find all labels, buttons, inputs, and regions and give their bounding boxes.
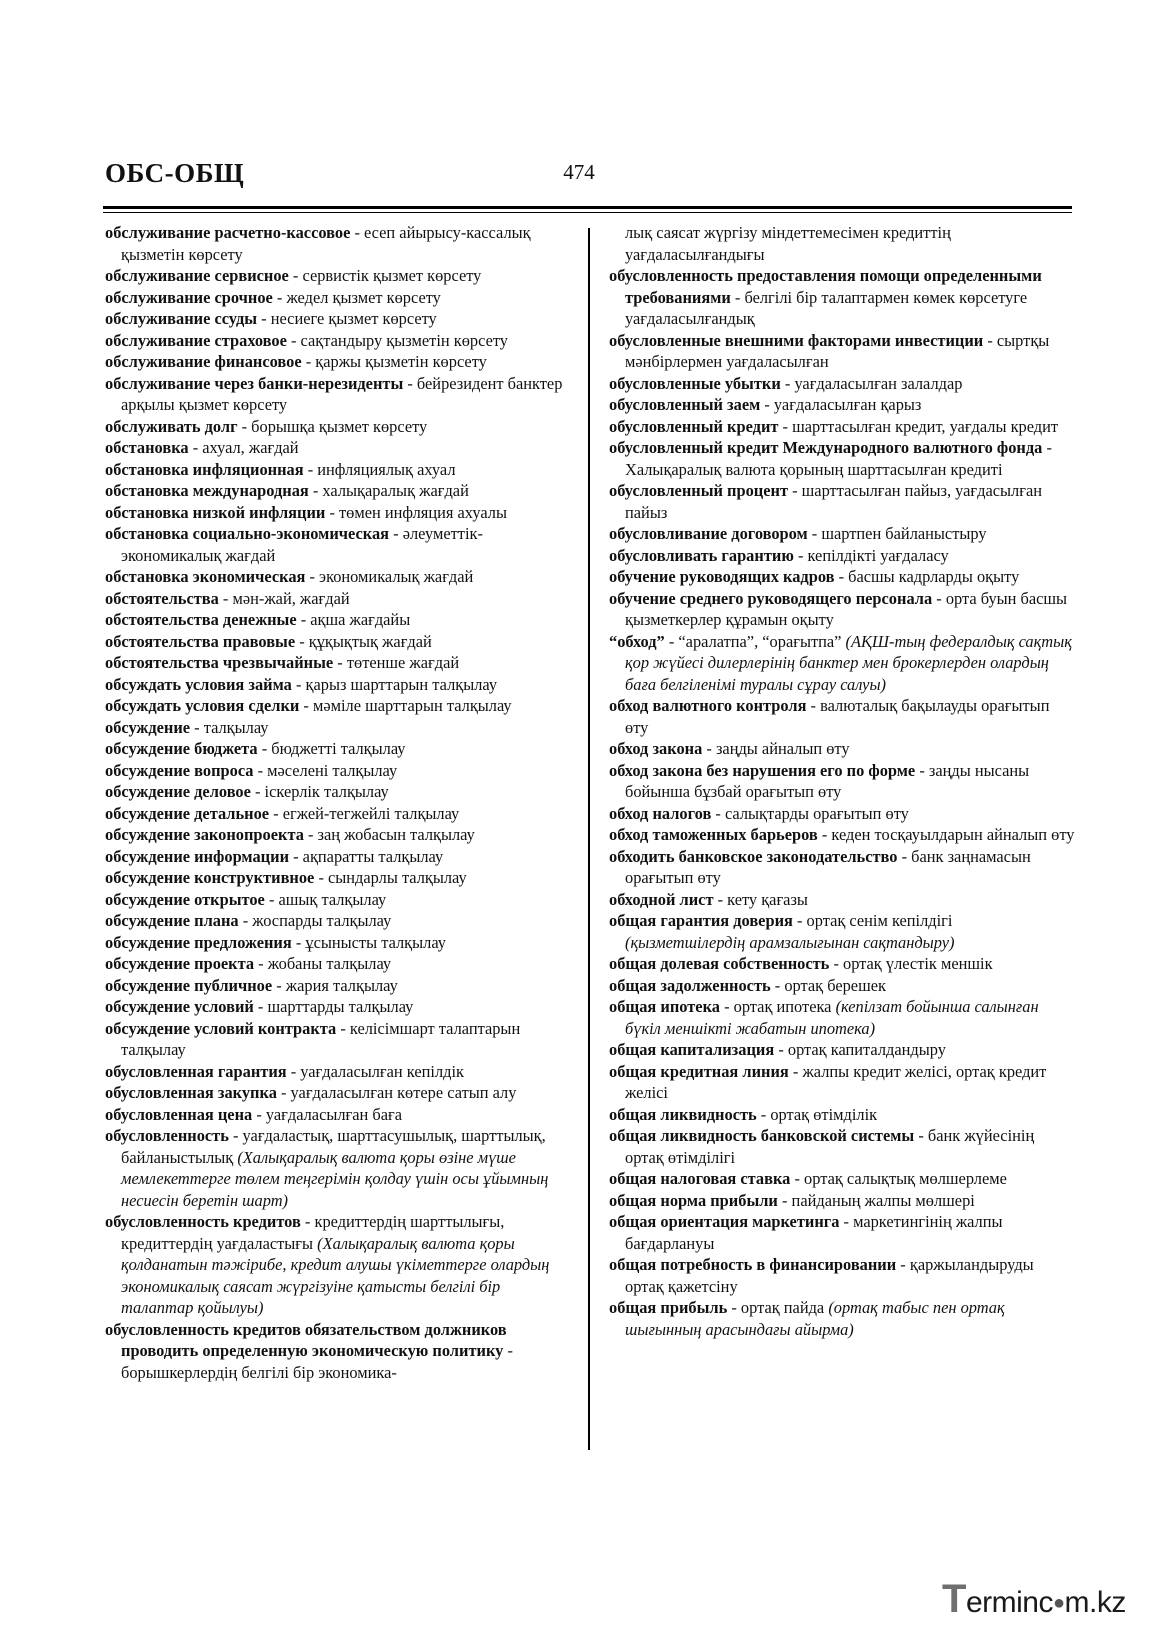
dictionary-entry (105, 674, 571, 696)
entry-definition: - уағдаласылған залалдар (780, 373, 963, 393)
entry-definition: - мәміле шарттарын талқылау (299, 696, 512, 715)
entry-term: обход таможенных барьеров (609, 825, 818, 844)
entry-definition: - валюталық бақылауды орағытып өту (625, 696, 1050, 737)
dictionary-entry (105, 760, 571, 782)
dictionary-entry (609, 588, 1075, 631)
entry-term: обсуждение информации (105, 846, 290, 866)
dictionary-entry (105, 523, 571, 566)
dictionary-entry (105, 480, 571, 502)
dictionary-entry (609, 1061, 1075, 1104)
dictionary-entry (609, 846, 1075, 889)
dictionary-entry (609, 953, 1075, 975)
entry-term: общая ориентация маркетинга (609, 1212, 840, 1231)
entry-definition: - халықаралық жағдай (308, 481, 469, 500)
entry-term: общая долевая собственность (609, 954, 830, 973)
entry-definition: - мән-жай, жағдай (218, 588, 350, 608)
dictionary-entry (105, 652, 571, 674)
right-column (609, 222, 1075, 1340)
entry-definition: - уағдаласылған қарыз (760, 395, 922, 414)
dictionary-entry (105, 1125, 571, 1211)
entry-term: обстоятельства денежные (105, 610, 297, 629)
dictionary-entry (105, 975, 571, 997)
entry-term: обсуждение проекта (105, 954, 255, 973)
entry-term: обусловленность предоставления помощи определенными требованиями (609, 266, 1042, 307)
entry-term: общая прибыль (609, 1298, 728, 1317)
entry-term: обусловленная цена (105, 1104, 253, 1124)
dictionary-entry (105, 1104, 571, 1126)
dictionary-entry (105, 996, 571, 1018)
entry-definition: - ортақ өтімділік (756, 1104, 878, 1124)
entry-note: (АҚШ-тың федералдық сақтық қор жүйесі дилерлерінің банктер мен брокерлерден олардың баға белгіленімі туралы сұрау салуы) (625, 631, 1072, 694)
entry-term: “обход” (609, 631, 665, 651)
entry-definition: - басшы кадрларды оқыту (834, 567, 1020, 586)
column-divider (588, 228, 590, 1450)
dictionary-entry (105, 416, 571, 438)
entry-term: обучение руководящих кадров (609, 567, 835, 586)
dictionary-entry (105, 609, 571, 631)
entry-term: общая налоговая ставка (609, 1169, 791, 1188)
entry-term: общая кредитная линия (609, 1061, 789, 1081)
entry-term: обсуждение детальное (105, 803, 270, 823)
watermark-circle-icon: ● (1052, 1592, 1065, 1614)
entry-definition: - сыртқы мәнбірлермен уағдаласылған (625, 330, 1050, 371)
dictionary-entry (105, 846, 571, 868)
dictionary-entry (105, 932, 571, 954)
entry-term: обсуждать условия сделки (105, 696, 300, 715)
entry-definition: - салықтарды орағытып өту (711, 803, 909, 823)
entry-definition: - сақтандыру қызметін көрсету (286, 330, 508, 350)
dictionary-entry (105, 351, 571, 373)
entry-definition: - бюджетті талқылау (257, 739, 406, 758)
entry-term: обусловленный заем (609, 395, 761, 414)
dictionary-entry (609, 265, 1075, 330)
entry-definition: - ашық талқылау (264, 889, 387, 909)
entry-definition: - уағдаласылған баға (252, 1104, 403, 1124)
entry-definition: - банк жүйесінің ортақ өтімділігі (625, 1126, 1035, 1167)
entry-term: обслуживание через банки-нерезиденты (105, 373, 404, 393)
dictionary-entry (609, 566, 1075, 588)
entry-term: обсуждение условий контракта (105, 1018, 337, 1038)
entry-definition: - талқылау (190, 717, 269, 737)
dictionary-entry (609, 738, 1075, 760)
entry-term: обход закона (609, 739, 703, 758)
entry-definition: - бейрезидент банктер арқылы қызмет көрсету (121, 373, 563, 414)
dictionary-entry (105, 588, 571, 610)
entry-definition: - есеп айырысу-кассалық қызметін көрсету (121, 223, 531, 264)
entry-definition: - орта буын басшы қызметкерлер құрамын оқыту (625, 588, 1068, 629)
watermark-prefix: T (942, 1577, 966, 1621)
entry-definition: - маркетингінің жалпы бағдарлануы (625, 1212, 1003, 1253)
dictionary-entry (609, 760, 1075, 803)
entry-definition: - кредиттердің шарттылығы, кредиттердің уағдаластығы (121, 1212, 505, 1253)
entry-term: обходной лист (609, 889, 714, 909)
entry-definition: - жалпы кредит желісі, ортақ кредит желісі (625, 1061, 1047, 1102)
dictionary-entry (609, 1211, 1075, 1254)
dictionary-entry (609, 803, 1075, 825)
entry-definition: - шарттасылған кредит, уағдалы кредит (778, 416, 1059, 436)
entry-term: обусловливать гарантию (609, 545, 794, 565)
dictionary-entry (609, 480, 1075, 523)
dictionary-entry (609, 416, 1075, 438)
entry-term: обсуждать условия займа (105, 674, 292, 694)
entry-definition: - қарыз шарттарын талқылау (291, 674, 498, 694)
entry-definition: - инфляциялық ахуал (303, 459, 456, 479)
entry-definition: - экономикалық жағдай (305, 567, 474, 586)
dictionary-entry (105, 631, 571, 653)
entry-definition: - келісімшарт талаптарын талқылау (121, 1018, 521, 1059)
entry-term: обход закона без нарушения его по форме (609, 760, 916, 780)
entry-term: обусловленность кредитов обязательством должников проводить определенную экономическую политику (105, 1319, 507, 1360)
entry-term: общая задолженность (609, 975, 771, 995)
dictionary-entry (609, 631, 1075, 696)
entry-term: обстановка социально-экономическая (105, 524, 390, 543)
entry-term: обход налогов (609, 803, 712, 823)
entry-definition: лық саясат жүргізу міндеттемесімен кредиттің уағдаласылғандығы (625, 223, 951, 264)
entry-term: обслуживать долг (105, 416, 238, 436)
entry-definition: - борышкерлердің белгілі бір экономика- (121, 1341, 513, 1382)
entry-term: обстоятельства (105, 588, 219, 608)
entry-note: (Халықаралық валюта қоры қолданатын тәжірибе, кредит алушы үкіметтерге олардың экономикалық саясат жүргізуіне қатысты белгілі бір талаптар қойылуы) (121, 1233, 550, 1317)
entry-definition: - қаржыландыруды ортақ қажетсіну (625, 1255, 1034, 1296)
entry-term: обслуживание финансовое (105, 352, 302, 371)
entry-definition: - ортақ капиталдандыру (774, 1040, 946, 1059)
header-rule-thin (103, 212, 1072, 213)
entry-definition: - ортақ сенім кепілдігі (792, 911, 953, 930)
entry-definition: - ортақ ипотека (719, 997, 836, 1016)
dictionary-entry (105, 437, 571, 459)
entry-definition: - шарттарды талқылау (253, 997, 414, 1016)
entry-term: обсуждение конструктивное (105, 868, 315, 887)
entry-definition: - ахуал, жағдай (188, 438, 299, 457)
entry-term: обусловленная гарантия (105, 1061, 287, 1081)
entry-definition: - кепілдікті уағдаласу (793, 545, 949, 565)
entry-term: общая капитализация (609, 1040, 775, 1059)
entry-term: обсуждение деловое (105, 782, 251, 801)
entry-definition: - ұсынысты талқылау (291, 932, 446, 952)
dictionary-entry (105, 459, 571, 481)
dictionary-entry (105, 717, 571, 739)
entry-term: общая ликвидность банковской системы (609, 1126, 915, 1145)
entry-definition: - ақша жағдайы (296, 610, 411, 629)
entry-term: обсуждение (105, 717, 191, 737)
dictionary-entry (609, 373, 1075, 395)
dictionary-entry (609, 222, 1075, 265)
entry-definition: - егжей-тегжейлі талқылау (269, 803, 460, 823)
entry-term: обучение среднего руководящего персонала (609, 588, 933, 608)
entry-term: обслуживание страховое (105, 330, 287, 350)
entry-note: (қызметшілердің арамзалығынан сақтандыру) (625, 932, 955, 952)
dictionary-entry (609, 1254, 1075, 1297)
entry-definition: - жобаны талқылау (254, 954, 392, 973)
entry-term: обсуждение бюджета (105, 739, 258, 758)
entry-definition: - заң жобасын талқылау (303, 825, 475, 844)
entry-definition: - жария талқылау (272, 975, 398, 995)
left-column (105, 222, 571, 1383)
entry-definition: - шартпен байланыстыру (807, 524, 987, 543)
entry-definition: - кеден тосқауылдарын айналып өту (817, 825, 1075, 844)
entry-term: обсуждение предложения (105, 932, 292, 952)
entry-definition: - ортақ берешек (770, 975, 886, 995)
entry-term: обусловленный кредит (609, 416, 779, 436)
dictionary-entry (105, 1319, 571, 1384)
entry-definition: - ортақ салықтық мөлшерлеме (790, 1169, 1007, 1188)
entry-definition: - банк заңнамасын орағытып өту (625, 846, 1031, 887)
dictionary-entry (105, 803, 571, 825)
dictionary-entry (609, 1297, 1075, 1340)
entry-definition: - мәселені талқылау (253, 760, 398, 780)
header-rule-thick (103, 206, 1072, 209)
entry-definition: - сервистік қызмет көрсету (288, 266, 482, 285)
entry-term: обусловленность кредитов (105, 1212, 301, 1231)
entry-note: (ортақ табыс пен ортақ шығынның арасындағы айырма) (625, 1298, 1005, 1339)
entry-term: обсуждение плана (105, 911, 239, 930)
dictionary-entry (609, 1190, 1075, 1212)
entry-definition: - белгілі бір талаптармен көмек көрсетуге уағдаласылғандық (625, 287, 1028, 328)
entry-term: обсуждение вопроса (105, 760, 254, 780)
dictionary-entry (609, 330, 1075, 373)
entry-term: обусловленные внешними факторами инвестиции (609, 330, 984, 350)
dictionary-entry (609, 910, 1075, 953)
entry-term: обстановка инфляционная (105, 459, 304, 479)
entry-term: обходить банковское законодательство (609, 846, 898, 866)
entry-definition: - ортақ пайда (727, 1298, 829, 1317)
entry-term: обслуживание сервисное (105, 266, 289, 285)
entry-note: (Халықаралық валюта қоры өзіне мүше мемлекеттерге төлем теңгерімін қолдау үшін осы ұйымның несиесін беретін шарт) (121, 1147, 549, 1210)
dictionary-entry (105, 781, 571, 803)
dictionary-entry (105, 889, 571, 911)
entry-term: обусловленный кредит Международного валютного фонда (609, 438, 1043, 457)
dictionary-entry (105, 867, 571, 889)
entry-definition: - заңды айналып өту (702, 739, 850, 758)
dictionary-entry (609, 1125, 1075, 1168)
entry-definition: - қаржы қызметін көрсету (301, 352, 487, 371)
dictionary-entry (105, 265, 571, 287)
entry-term: общая ипотека (609, 997, 720, 1016)
entry-definition: - борышқа қызмет көрсету (237, 416, 428, 436)
dictionary-entry (105, 330, 571, 352)
dictionary-entry (105, 1061, 571, 1083)
entry-term: обусловленный процент (609, 481, 789, 500)
dictionary-entry (609, 523, 1075, 545)
page-number: 474 (563, 160, 595, 184)
entry-definition: - әлеуметтік-экономикалық жағдай (121, 524, 483, 565)
entry-definition: - “аралатпа”, “орағытпа” (664, 631, 846, 651)
dictionary-entry (105, 502, 571, 524)
entry-definition: - уағдаласылған көтере сатып алу (276, 1083, 517, 1102)
dictionary-entry (609, 996, 1075, 1039)
dictionary-entry (105, 824, 571, 846)
entry-term: обстановка низкой инфляции (105, 502, 326, 522)
dictionary-entry (105, 953, 571, 975)
dictionary-entry (609, 394, 1075, 416)
entry-term: общая ликвидность (609, 1104, 757, 1124)
entry-definition: - іскерлік талқылау (250, 782, 389, 801)
entry-term: обсуждение открытое (105, 889, 265, 909)
dictionary-entry (105, 1211, 571, 1319)
entry-term: обход валютного контроля (609, 696, 807, 715)
entry-term: обстановка (105, 438, 189, 457)
dictionary-entry (609, 545, 1075, 567)
entry-definition: - құқықтық жағдай (295, 631, 432, 651)
entry-definition: - төмен инфляция ахуалы (325, 502, 507, 522)
dictionary-entry (105, 222, 571, 265)
entry-definition: - Халықаралық валюта қорының шарттасылған кредиті (625, 438, 1052, 479)
entry-term: обслуживание срочное (105, 287, 273, 307)
entry-definition: - несиеге қызмет көрсету (257, 309, 437, 328)
entry-term: обсуждение законопроекта (105, 825, 304, 844)
entry-term: обстоятельства чрезвычайные (105, 653, 334, 672)
watermark-text: erminc (965, 1586, 1053, 1619)
entry-definition: - ақпаратты талқылау (289, 846, 444, 866)
entry-term: обсуждение публичное (105, 975, 273, 995)
entry-definition: - пайданың жалпы мөлшері (777, 1190, 975, 1210)
dictionary-entry (609, 1168, 1075, 1190)
entry-term: обслуживание ссуды (105, 309, 258, 328)
entry-term: обусловленные убытки (609, 373, 781, 393)
entry-definition: - уағдаласылған кепілдік (286, 1061, 464, 1081)
dictionary-entry (105, 373, 571, 416)
entry-term: общая норма прибыли (609, 1190, 778, 1210)
dictionary-entry (609, 1039, 1075, 1061)
watermark-suffix: m.kz (1064, 1586, 1126, 1619)
entry-term: обстановка международная (105, 481, 309, 500)
entry-term: обусловливание договором (609, 524, 808, 543)
entry-term: общая потребность в финансировании (609, 1255, 897, 1274)
dictionary-entry (105, 1018, 571, 1061)
entry-definition: - жедел қызмет көрсету (272, 287, 441, 307)
termincom-watermark (942, 1577, 1126, 1622)
dictionary-entry (609, 889, 1075, 911)
dictionary-entry (609, 695, 1075, 738)
entry-term: обусловленность (105, 1126, 229, 1145)
entry-term: обстановка экономическая (105, 567, 306, 586)
entry-note: (кепілзат бойынша салынған бүкіл меншікті жабатын ипотека) (625, 997, 1039, 1038)
dictionary-entry (609, 975, 1075, 997)
entry-term: обслуживание расчетно-кассовое (105, 223, 351, 242)
entry-definition: - уағдаластық, шарттасушылық, шарттылық, байланыстылық (121, 1126, 546, 1167)
dictionary-entry (105, 910, 571, 932)
dictionary-entry (105, 695, 571, 717)
dictionary-entry (105, 566, 571, 588)
entry-definition: - жоспарды талқылау (238, 911, 392, 930)
dictionary-entry (105, 308, 571, 330)
dictionary-entry (609, 1104, 1075, 1126)
entry-definition: - кету қағазы (713, 889, 808, 909)
entry-term: общая гарантия доверия (609, 911, 793, 930)
dictionary-entry (105, 738, 571, 760)
entry-definition: - төтенше жағдай (333, 653, 460, 672)
entry-term: обусловленная закупка (105, 1083, 277, 1102)
entry-definition: - сындарлы талқылау (314, 868, 467, 887)
dictionary-entry (609, 437, 1075, 480)
dictionary-entry (609, 824, 1075, 846)
dictionary-entry (105, 287, 571, 309)
entry-term: обстоятельства правовые (105, 631, 296, 651)
entry-definition: - заңды нысаны бойынша бұзбай орағытып өту (625, 760, 1030, 801)
entry-definition: - шарттасылған пайыз, уағдасылған пайыз (625, 481, 1043, 522)
entry-term: обсуждение условий (105, 997, 254, 1016)
entry-definition: - ортақ үлестік меншік (829, 954, 993, 973)
page-header-title: ОБС-ОБЩ (105, 158, 245, 188)
dictionary-entry (105, 1082, 571, 1104)
